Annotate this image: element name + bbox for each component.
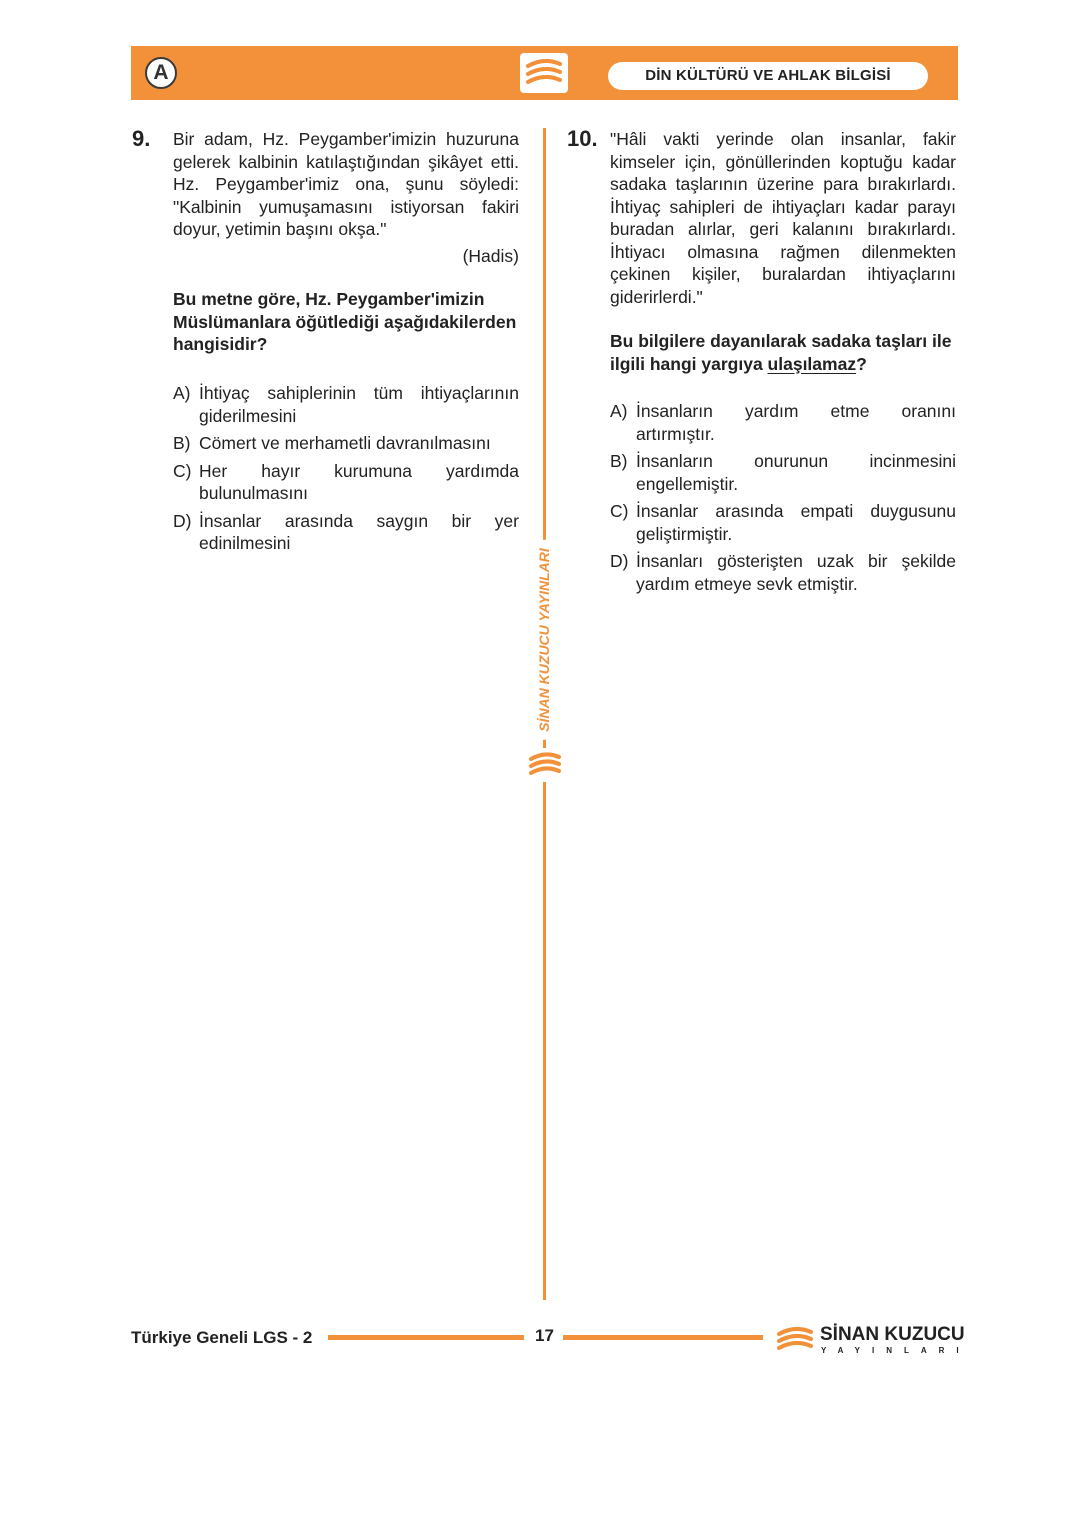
answer-options: [173, 382, 519, 560]
brand-subtitle: YAYINLARI: [821, 1346, 971, 1355]
stem-text: Bu bilgilere dayanılarak sadaka taşları ile ilgili hangi yargıya: [610, 331, 952, 374]
option-text: İnsanları gösterişten uzak bir şekilde yardım etmeye sevk etmiştir.: [636, 551, 956, 594]
exam-name: Türkiye Geneli LGS - 2: [131, 1328, 313, 1347]
question-source: (Hadis): [462, 245, 519, 266]
answer-option-d[interactable]: [610, 550, 956, 595]
option-letter: C): [173, 460, 192, 481]
question-text: [173, 128, 519, 267]
answer-option-a[interactable]: [610, 400, 956, 445]
question-number: 10.: [567, 126, 598, 151]
option-letter: B): [173, 433, 191, 453]
book-stack-logo-icon: [520, 53, 568, 93]
stem-end: ?: [856, 353, 867, 374]
question-stem: [610, 330, 956, 375]
answer-option-a[interactable]: [173, 382, 519, 427]
option-letter: B): [610, 451, 628, 471]
option-text: İnsanlar arasında saygın bir yer edinilmesini: [199, 510, 519, 553]
question-passage: "Hâli vakti yerinde olan insanlar, fakir kimseler için, gönüllerinden koptuğu kadar sadaka taşlarının üzerine para bırakırlardı. İhtiyaç sahipleri de ihtiyaçları kadar parayı buradan alırlar, geri kalanını bırakırlardı. İhtiyacı olmasına rağmen dilenmekten çekinen kişiler, buralardan ihtiyaçlarını giderirlerdi.": [610, 129, 956, 307]
answer-options: [610, 400, 956, 600]
booklet-badge: A: [145, 57, 177, 89]
question-number: 9.: [132, 126, 151, 151]
subject-title: DİN KÜLTÜRÜ VE AHLAK BİLGİSİ: [608, 62, 928, 90]
option-text: İnsanlar arasında empati duygusunu geliştirmiştir.: [636, 501, 956, 544]
option-letter: C): [610, 501, 629, 521]
answer-option-b[interactable]: [610, 450, 956, 495]
option-text: İhtiyaç sahiplerinin tüm ihtiyaçlarının giderilmesini: [199, 383, 519, 426]
book-stack-side-icon: [525, 748, 565, 782]
answer-option-b[interactable]: [173, 432, 519, 455]
brand-name: SİNAN KUZUCU: [820, 1324, 965, 1345]
option-letter: A): [610, 401, 628, 421]
question-stem: Bu metne göre, Hz. Peygamber'imizin Müslümanlara öğütlediği aşağıdakilerden hangisidir?: [173, 289, 517, 354]
option-text: Cömert ve merhametli davranılmasını: [199, 433, 491, 453]
option-text: İnsanların onurunun incinmesini engellemiştir.: [636, 451, 956, 494]
option-letter: A): [173, 383, 191, 403]
question-passage: Bir adam, Hz. Peygamber'imizin huzuruna gelerek kalbinin katılaştığından şikâyet etti. Hz. Peygamber'imiz ona, şunu söyledi: "Kalbinin yumuşamasını istiyorsan fakiri doyur, yetimin başını okşa.": [173, 129, 519, 239]
option-text: Her hayır kurumuna yardımda bulunulmasını: [199, 460, 519, 503]
question-text: [610, 128, 956, 308]
stem-emphasis: ulaşılamaz: [767, 353, 857, 374]
option-text: İnsanların yardım etme oranını artırmıştır.: [636, 401, 956, 444]
answer-option-c[interactable]: [610, 500, 956, 545]
answer-option-d[interactable]: [173, 510, 519, 555]
footer-line-left: [328, 1335, 524, 1340]
option-letter: D): [173, 510, 192, 531]
footer-line-right: [563, 1335, 763, 1340]
page-number: 17: [535, 1326, 554, 1345]
answer-option-c[interactable]: [173, 460, 519, 505]
publisher-side-label: SİNAN KUZUCU YAYINLARI: [532, 540, 556, 740]
option-letter: D): [610, 551, 629, 571]
book-stack-brand-icon: [774, 1322, 816, 1358]
